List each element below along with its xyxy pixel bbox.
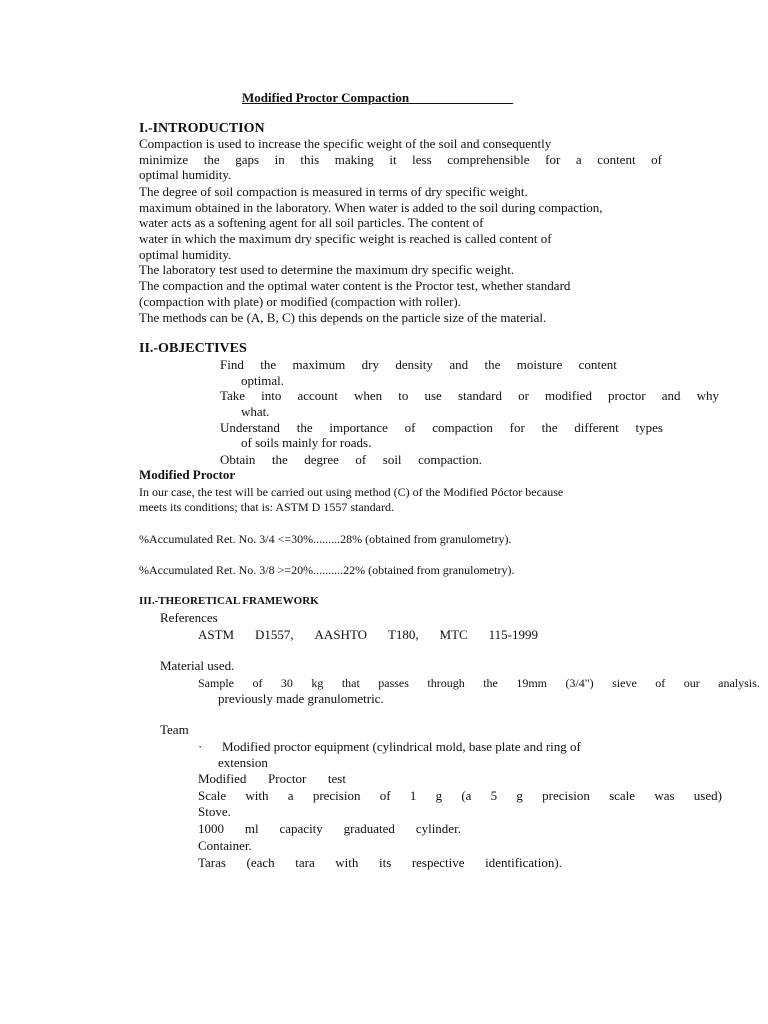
objective-item-continued: of soils mainly for roads. bbox=[241, 435, 372, 450]
objective-item: Find the maximum dry density and the moisture content bbox=[220, 357, 617, 372]
modified-proctor-line: meets its conditions; that is: ASTM D 1557 standard. bbox=[139, 500, 394, 514]
material-label: Material used. bbox=[160, 658, 235, 673]
team-item: Taras (each tara with its respective identification). bbox=[198, 855, 562, 870]
team-item-continued: extension bbox=[218, 755, 268, 770]
accumulated-retained-34: %Accumulated Ret. No. 3/4 <=30%.........28% (obtained from granulometry). bbox=[139, 532, 512, 546]
intro-line: optimal humidity. bbox=[139, 247, 232, 262]
intro-line: minimize the gaps in this making it less comprehensible for a content of bbox=[139, 152, 662, 167]
intro-line: optimal humidity. bbox=[139, 167, 232, 182]
team-item: Scale with a precision of 1 g (a 5 g precision scale was used) bbox=[198, 788, 722, 803]
references-label: References bbox=[160, 610, 218, 625]
framework-heading: III.-THEORETICAL FRAMEWORK bbox=[139, 595, 319, 607]
accumulated-retained-38: %Accumulated Ret. No. 3/8 >=20%..........22% (obtained from granulometry). bbox=[139, 563, 515, 577]
introduction-heading: I.-INTRODUCTION bbox=[139, 121, 265, 136]
modified-proctor-line: In our case, the test will be carried out using method (C) of the Modified Póctor because bbox=[139, 485, 564, 499]
intro-line: The methods can be (A, B, C) this depends on the particle size of the material. bbox=[139, 310, 547, 325]
references-value: ASTM D1557, AASHTO T180, MTC 115-1999 bbox=[198, 627, 538, 642]
intro-line: The degree of soil compaction is measured in terms of dry specific weight. bbox=[139, 184, 528, 199]
objective-item-continued: optimal. bbox=[241, 373, 284, 388]
document-title: Modified Proctor Compaction________________ bbox=[242, 90, 514, 105]
intro-line: The laboratory test used to determine the maximum dry specific weight. bbox=[139, 262, 515, 277]
objective-item: Understand the importance of compaction for the different types bbox=[220, 420, 663, 435]
team-item: Stove. bbox=[198, 804, 231, 819]
bullet-icon: · bbox=[198, 739, 203, 754]
team-label: Team bbox=[160, 722, 189, 737]
objective-item: Take into account when to use standard or modified proctor and why bbox=[220, 388, 719, 403]
intro-line: water in which the maximum dry specific weight is reached is called content of bbox=[139, 231, 552, 246]
intro-line: Compaction is used to increase the specific weight of the soil and consequently bbox=[139, 136, 552, 151]
intro-line: (compaction with plate) or modified (compaction with roller). bbox=[139, 294, 462, 309]
material-line: previously made granulometric. bbox=[218, 691, 384, 706]
objective-item-continued: what. bbox=[241, 404, 270, 419]
team-item: Container. bbox=[198, 838, 252, 853]
team-item: Modified Proctor test bbox=[198, 771, 346, 786]
team-item: 1000 ml capacity graduated cylinder. bbox=[198, 821, 461, 836]
team-item: Modified proctor equipment (cylindrical mold, base plate and ring of bbox=[222, 739, 581, 754]
intro-line: water acts as a softening agent for all soil particles. The content of bbox=[139, 215, 484, 230]
objectives-heading: II.-OBJECTIVES bbox=[139, 341, 247, 356]
material-line: Sample of 30 kg that passes through the 19mm (3/4") sieve of our analysis. bbox=[198, 676, 760, 690]
intro-line: maximum obtained in the laboratory. When water is added to the soil during compaction, bbox=[139, 200, 603, 215]
intro-line: The compaction and the optimal water content is the Proctor test, whether standard bbox=[139, 278, 571, 293]
objective-item: Obtain the degree of soil compaction. bbox=[220, 452, 482, 467]
modified-proctor-heading: Modified Proctor bbox=[139, 467, 236, 482]
